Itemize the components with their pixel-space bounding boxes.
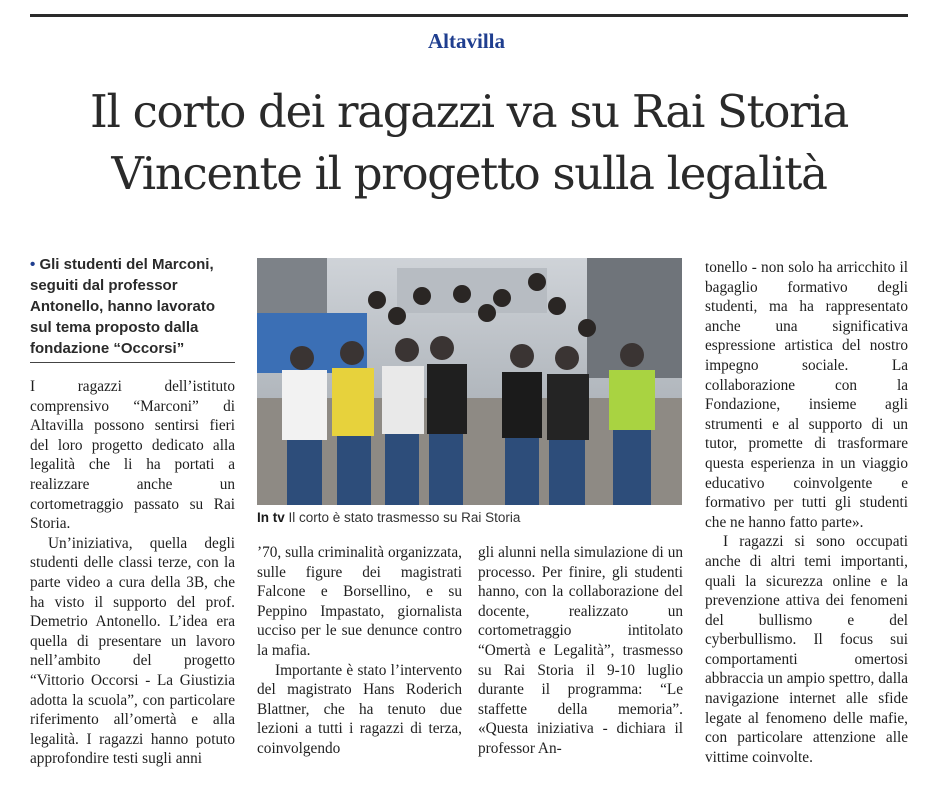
paragraph: ’70, sulla criminalità organizzata, sulle figure dei magistrati Falcone e Borsellino, e su Peppino Impastato, giornalista ucciso per le sue denunce contro la mafia. xyxy=(257,544,462,659)
group-photo-illustration xyxy=(257,258,682,505)
body-column-1 xyxy=(30,377,235,769)
paragraph: tonello - non solo ha arricchito il bagaglio formativo degli studenti, ma ha rappresentato anche una significativa espressione artistica del nostro impegno sociale. La collaborazione con la Fondazione, insieme agli strumenti e al supporto di un tutor, promette di trasformare questa esperienza in un viaggio educativo coinvolgente e formativo per tutti gli studenti che ne hanno fatto parte». xyxy=(705,259,908,531)
article-summary xyxy=(30,254,235,359)
body-column-2 xyxy=(257,543,462,759)
headline-line-1: Il corto dei ragazzi va su Rai Storia xyxy=(90,85,848,138)
summary-text: Gli studenti del Marconi, seguiti dal professor Antonello, hanno lavorato sul tema proposto dalla fondazione “Occorsi” xyxy=(30,256,216,357)
headline-line-2: Vincente il progetto sulla legalità xyxy=(111,147,827,200)
paragraph: I ragazzi dell’istituto comprensivo “Marconi” di Altavilla possono sentirsi fieri del loro progetto dedicato alla legalità che li ha portati a realizzare anche un cortometraggio passato su Rai Storia. xyxy=(30,378,235,533)
group-photo xyxy=(257,258,682,505)
paragraph: gli alunni nella simulazione di un processo. Per finire, gli studenti hanno, con la collaborazione del docente, realizzato un cortometraggio intitolato “Omertà e Legalità”, trasmesso su Rai Storia il 9-10 luglio durante il programma: “Le staffette della memoria”. «Questa iniziativa - dichiara il professor An- xyxy=(478,544,683,757)
paragraph: I ragazzi si sono occupati anche di altri temi importanti, quali la sicurezza online e la prevenzione attiva dei fenomeni del bullismo e del cyberbullismo. Il focus sui comportamenti omertosi abbraccia un ampio spettro, dalla navigazione internet alle sfide legate al fenomeno delle mafie, con particolare attenzione alle vittime coinvolte. xyxy=(705,533,908,766)
paragraph: Importante è stato l’intervento del magistrato Hans Roderich Blattner, che ha tenuto due lezioni a tutti i ragazzi di terza, coinvolgendo xyxy=(257,661,462,757)
photo-caption xyxy=(257,510,682,525)
caption-label: In tv xyxy=(257,510,285,525)
summary-divider xyxy=(30,362,235,363)
section-label: Altavilla xyxy=(428,29,505,53)
top-rule xyxy=(30,14,908,17)
paragraph: Un’iniziativa, quella degli studenti delle classi terze, con la parte video a cura della 3B, che ha visto il supporto del prof. Demetrio Antonello. L’idea era quella di presentare un lavoro nell’ambito del progetto “Vittorio Occorsi - La Giustizia adotta la scuola”, con particolare riferimento all’omertà e alla legalità. I ragazzi hanno potuto approfondire testi sugli anni xyxy=(30,534,235,768)
body-column-3 xyxy=(478,543,683,759)
caption-text: Il corto è stato trasmesso su Rai Storia xyxy=(288,510,521,525)
summary-bullet: • xyxy=(30,256,36,273)
body-column-4 xyxy=(705,258,908,767)
